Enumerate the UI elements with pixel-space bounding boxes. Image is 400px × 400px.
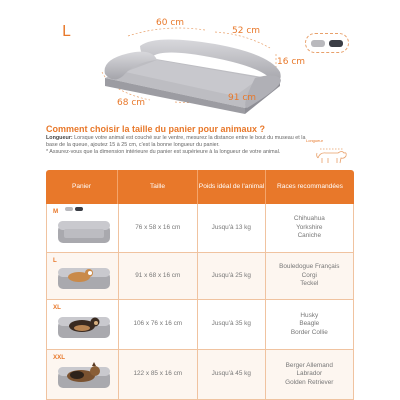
ideal-weight: Jusqu'à 35 kg [198,300,266,349]
ideal-weight: Jusqu'à 25 kg [198,253,266,299]
dog-length-label: Longueur [306,138,323,143]
table-row [47,204,353,253]
recommended-breeds [266,204,353,252]
size-dimensions: 122 x 85 x 16 cm [119,350,198,399]
ideal-weight: Jusqu'à 13 kg [198,204,266,252]
breed: Labrador [296,370,323,378]
table-row [47,350,353,400]
header-size: Taille [118,170,198,204]
size-dimensions: 76 x 58 x 16 cm [119,204,198,252]
bed-thumbnail [55,262,113,292]
header-breeds: Races recommandées [277,182,343,190]
sizing-note: * Assurez-vous que la dimension intérieure du panier est supérieure à la longueur de votre animal. [46,149,281,155]
table-row [47,300,353,350]
sizing-title: Comment choisir la taille du panier pour animaux ? [46,124,266,134]
size-table [46,170,354,400]
bed-thumbnail [55,361,113,391]
breed: Yorkshire [296,223,323,231]
size-dimensions: 106 x 76 x 16 cm [119,300,198,349]
product-cell [47,300,119,349]
breed: Chihuahua [293,215,325,223]
size-tag: M [53,208,59,215]
breed: Border Collie [290,328,328,336]
breed: Corgi [301,271,317,279]
recommended-breeds [266,300,353,349]
breed: Golden Retriever [285,378,334,386]
bed-thumbnail [55,311,113,341]
table-header [46,170,354,204]
bed-thumbnail [55,217,113,247]
breed: Berger Allemand [285,361,333,369]
recommended-breeds [266,253,353,299]
length-instructions: Lorsque votre animal est couché sur le ventre, mesurez la distance entre le bout du museau et la base de la queue, ajoutez 15 à 25 cm, c'est la bonne longueur du panier. [46,135,306,148]
dimension-height: 16 cm [277,57,306,67]
dimension-depth: 68 cm [117,98,146,108]
color-options [305,33,349,53]
breed: Bouledogue Français [279,263,340,271]
size-tag: XL [53,304,61,311]
dimension-length: 91 cm [228,93,257,103]
color-swatch-dark[interactable] [329,40,343,47]
product-cell [47,204,119,252]
breed: Caniche [297,232,322,240]
dimension-inner-length: 52 cm [232,26,261,36]
breed: Beagle [299,320,320,328]
mini-swatches [65,207,83,211]
header-weight: Poids idéal de l'animal [198,170,266,204]
recommended-breeds [266,350,353,399]
color-swatch-gray[interactable] [311,40,325,47]
sizing-description [46,135,314,156]
product-cell [47,350,119,399]
product-cell [47,253,119,299]
size-tag: XXL [53,354,66,361]
ideal-weight: Jusqu'à 45 kg [198,350,266,399]
table-row [47,253,353,300]
dimension-top-width: 60 cm [156,18,185,28]
size-tag: L [53,257,57,264]
breed: Teckel [300,280,319,288]
length-label: Longueur: [46,135,73,141]
size-dimensions: 91 x 68 x 16 cm [119,253,198,299]
size-letter: L [62,22,71,40]
breed: Husky [300,311,319,319]
header-basket: Panier [46,170,118,204]
